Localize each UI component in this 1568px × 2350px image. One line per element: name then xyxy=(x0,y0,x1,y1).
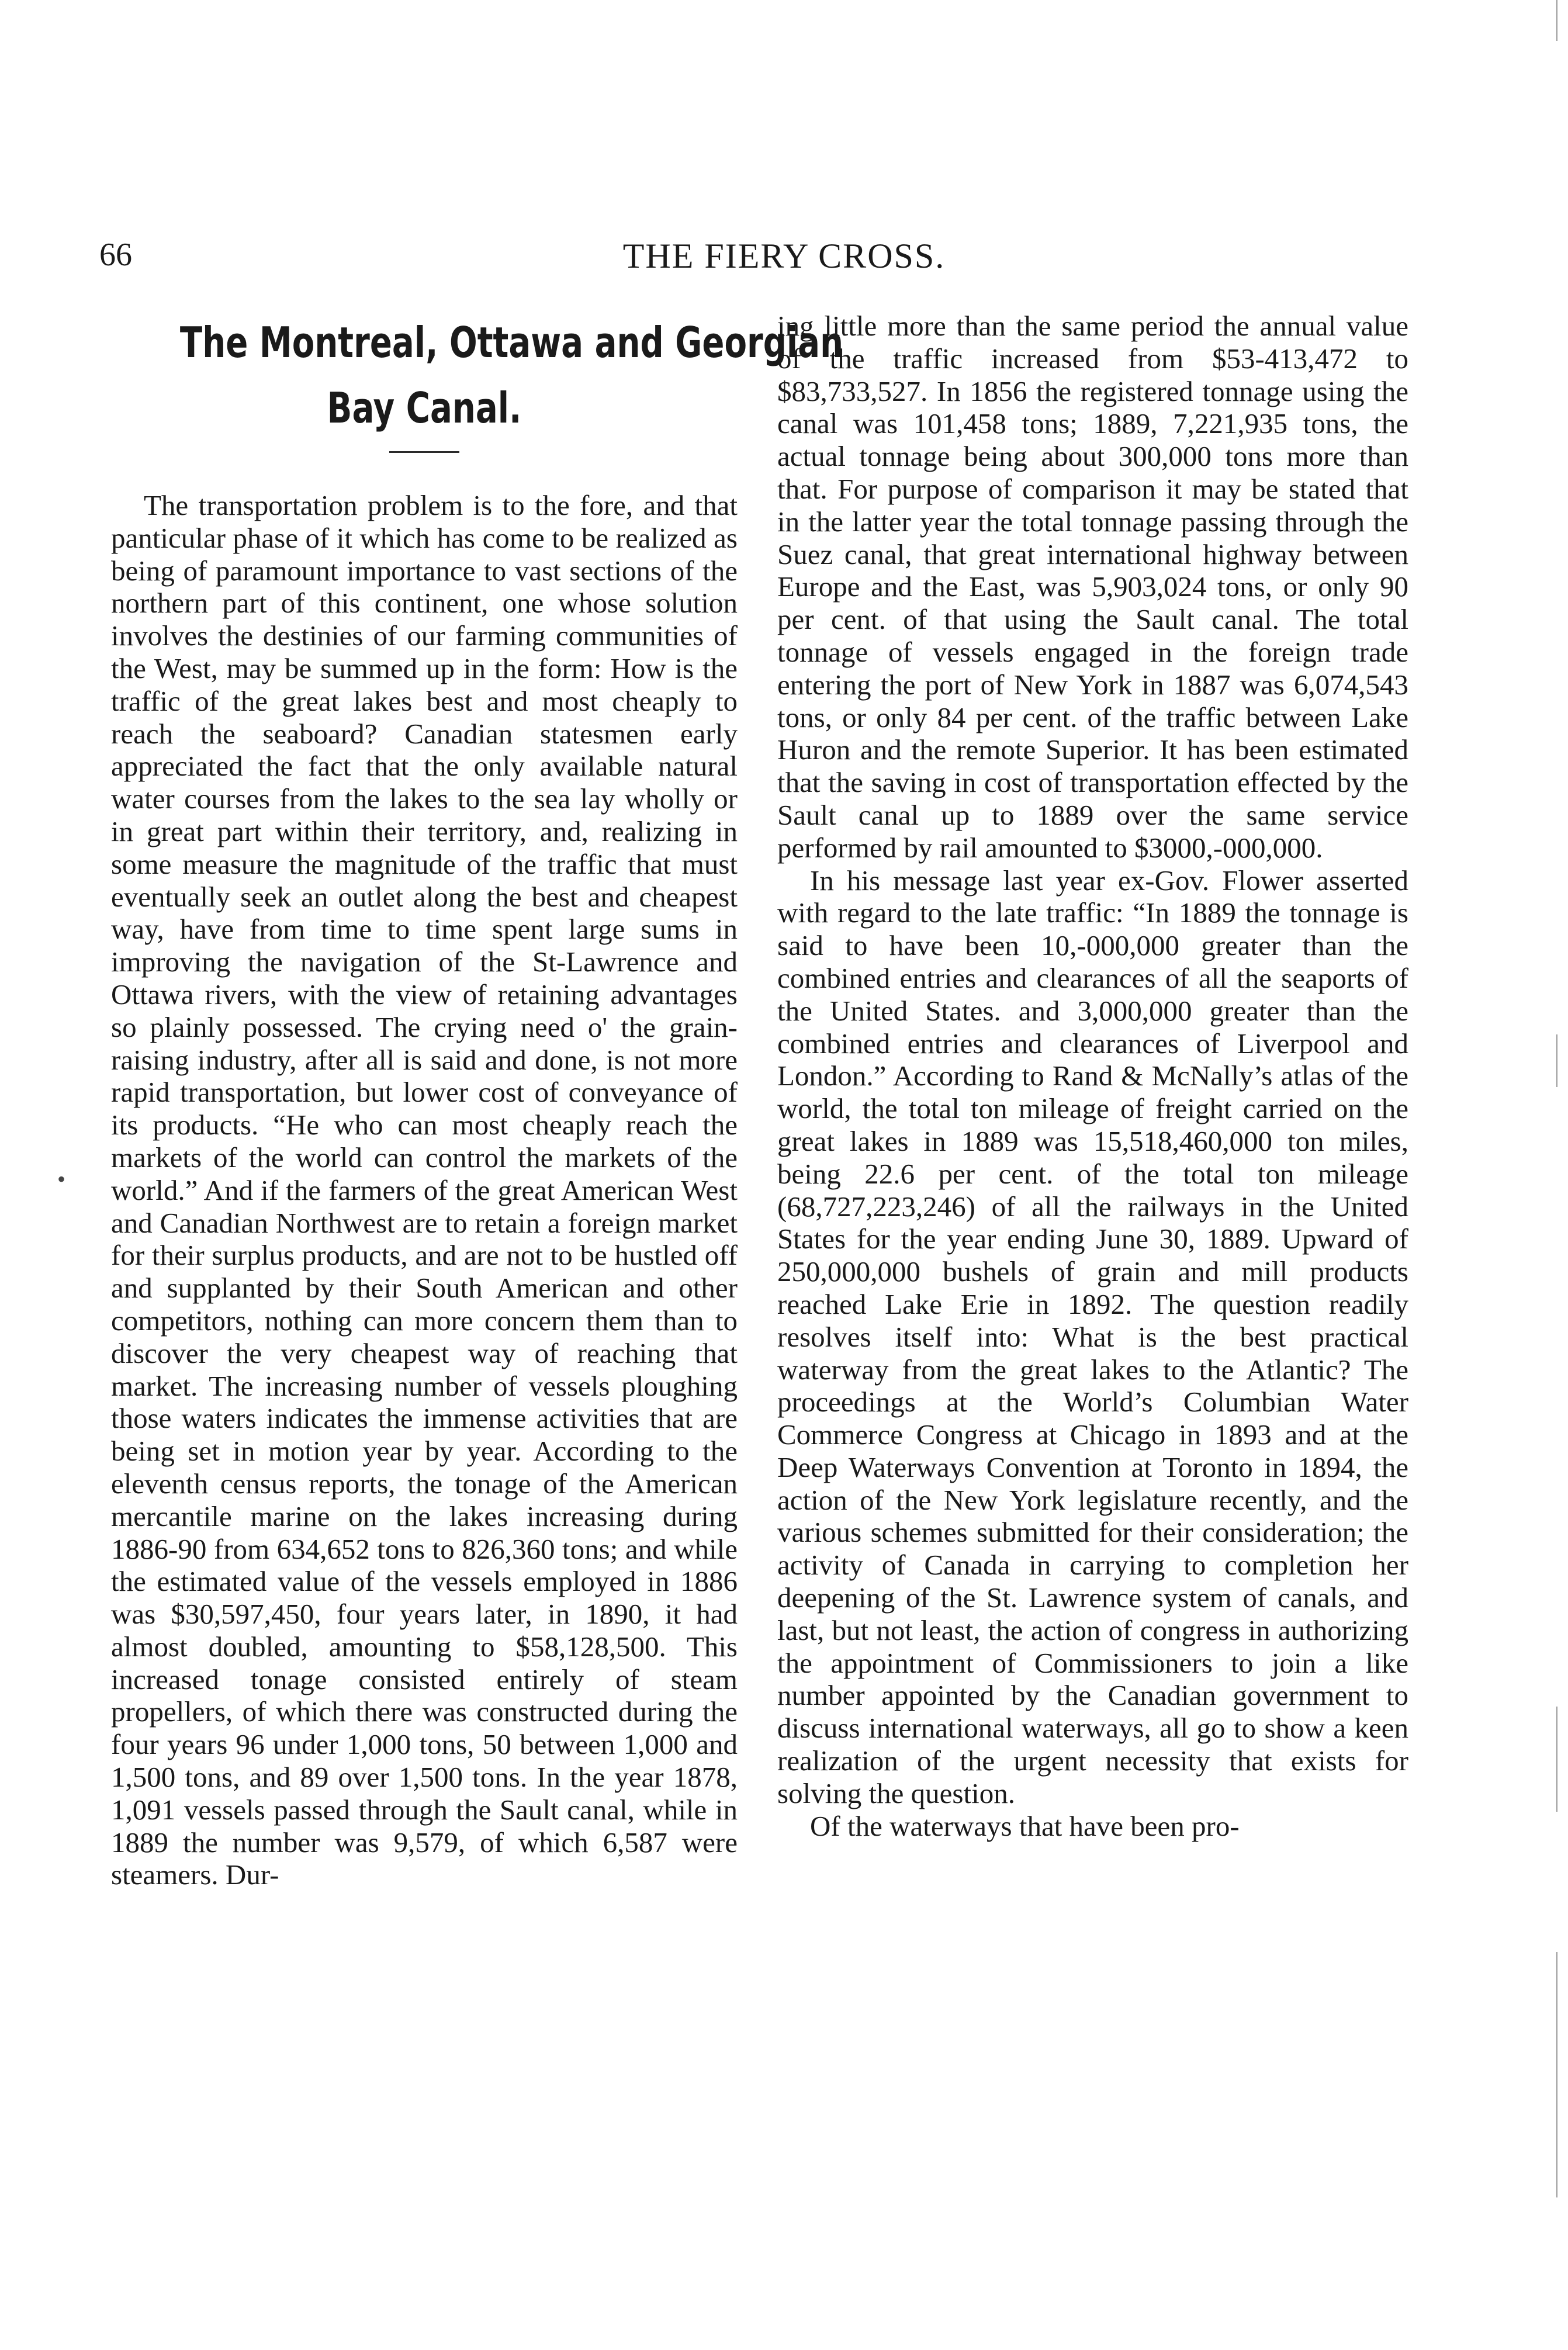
page-edge-line xyxy=(1556,1952,1557,2197)
page-edge-line xyxy=(1556,1034,1557,1087)
left-column xyxy=(111,310,844,1891)
page-edge-line xyxy=(1556,1707,1557,1812)
page-edge-line xyxy=(1556,0,1557,41)
article-title-line-1: The Montreal, Ottawa and Georgian xyxy=(179,318,844,367)
left-body xyxy=(111,489,738,1891)
article-paragraph: The transportation problem is to the fore, and that panticular phase of it which has come to be realized as being of paramount importance to vast sections of the northern part of this continent, one whose solution involves the destinies of our farming communities of the West, may be summed up in the form: How is the traffic of the great lakes best and most cheaply to reach the seaboard? Canadian statesmen early appreciated the fact that the only available natural water courses from the lakes to the sea lay wholly or in great part within their territory, and, realizing in some measure the magnitude of the traffic that must eventually seek an outlet along the best and cheapest way, have from time to time spent large sums in improving the navigation of the St-Lawrence and Ottawa rivers, with the view of retaining advantages so plainly possessed. The crying need o' the grain-raising industry, after all is said and done, is not more rapid transportation, but lower cost of conveyance of its products. “He who can most cheaply reach the markets of the world can control the markets of the world.” And if the farmers of the great American West and Canadian Northwest are to retain a foreign market for their surplus products, and are not to be hustled off and supplanted by their South American and other competitors, nothing can more concern them than to discover the very cheapest way of reaching that market. The increasing number of vessels ploughing those waters indicates the immense activities that are being set in motion year by year. According to the eleventh census reports, the tonage of the American mercantile marine on the lakes increasing during 1886-90 from 634,652 tons to 826,360 tons; and while the estimated value of the vessels employed in 1886 was $30,597,450, four years later, in 1890, it had almost doubled, amounting to $58,128,500. This increased tonage consisted entirely of steam propellers, of which there was constructed during the four years 96 under 1,000 tons, 50 between 1,000 and 1,500 tons, and 89 over 1,500 tons. In the year 1878, 1,091 vessels passed through the Sault canal, while in 1889 the number was 9,579, of which 6,587 were steamers. Dur- xyxy=(111,489,738,1891)
article-paragraph: Of the waterways that have been pro- xyxy=(810,1809,1240,1842)
article-paragraph: ing little more than the same period the annual value of the traffic increased from $53-413,472 to $83,733,527. In 1856 the registered tonnage using the canal was 101,458 tons; 1889, 7,221,935 tons, the actual tonnage being about 300,000 tons more than that. For purpose of comparison it may be stated that in the latter year the total tonnage passing through the Suez canal, that great international highway between Europe and the East, was 5,903,024 tons, or only 90 per cent. of that using the Sault canal. The total tonnage of vessels engaged in the foreign trade entering the port of New York in 1887 was 6,074,543 tons, or only 84 per cent. of the traffic between Lake Huron and the remote Superior. It has been estimated that the saving in cost of transportation effected by the Sault canal up to 1889 over the same service performed by rail amounted to $3000,-000,000. xyxy=(777,310,1408,864)
title-divider xyxy=(389,451,459,453)
right-column xyxy=(777,310,1408,1842)
article-title-line-2: Bay Canal. xyxy=(327,383,522,432)
article-paragraph: In his message last year ex-Gov. Flower asserted with regard to the late traffic: “In 1889 the tonnage is said to have been 10,-000,000 greater than the combined entries and clearances of all the seaports of the United States. and 3,000,000 greater than the combined entries and clearances of Liverpool and London.” According to Rand & McNally’s atlas of the world, the total ton mileage of freight carried on the great lakes in 1889 was 15,518,460,000 ton miles, being 22.6 per cent. of the total ton mileage (68,727,223,246) of all the railways in the United States for the year ending June 30, 1889. Upward of 250,000,000 bushels of grain and mill products reached Lake Erie in 1892. The question readily resolves itself into: What is the best practical waterway from the great lakes to the Atlantic? The proceedings at the World’s Columbian Water Commerce Congress at Chicago in 1893 and at the Deep Waterways Convention at Toronto in 1894, the action of the New York legislature recently, and the various schemes submitted for their consideration; the activity of Canada in carrying to completion her deepening of the St. Lawrence system of canals, and last, but not least, the action of congress in authorizing the appointment of Commissioners to join a like number appointed by the Canadian government to discuss international waterways, all go to show a keen realization of the urgent necessity that exists for solving the question. xyxy=(777,864,1408,1809)
running-head: THE FIERY CROSS. xyxy=(622,237,946,275)
margin-speck: • xyxy=(57,1166,66,1192)
page-number: 66 xyxy=(99,237,132,273)
